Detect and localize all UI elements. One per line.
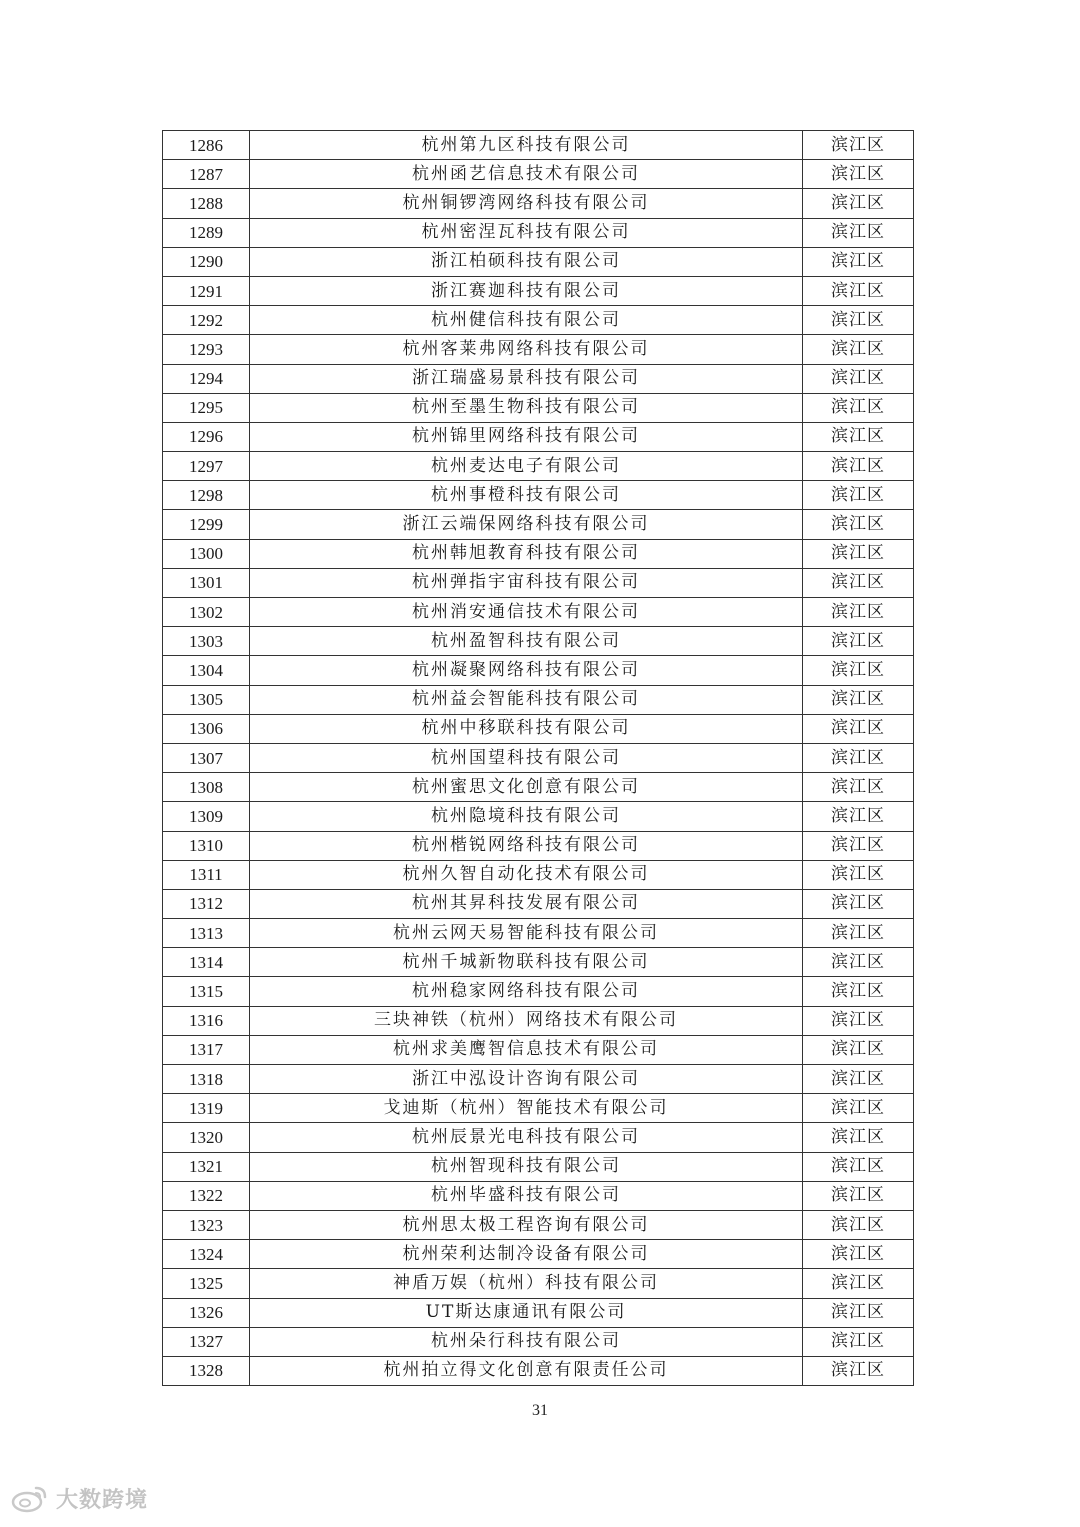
company-name-cell: 杭州消安通信技术有限公司 <box>250 598 803 627</box>
row-number-cell: 1308 <box>163 773 250 802</box>
table-row <box>163 276 914 305</box>
company-name-cell: 杭州至墨生物科技有限公司 <box>250 393 803 422</box>
table-row <box>163 1181 914 1210</box>
company-name-cell: 杭州函艺信息技术有限公司 <box>250 160 803 189</box>
row-number-cell: 1309 <box>163 802 250 831</box>
table-row <box>163 247 914 276</box>
company-name-cell: 杭州健信科技有限公司 <box>250 306 803 335</box>
table-row <box>163 685 914 714</box>
table-row <box>163 1123 914 1152</box>
table-row <box>163 802 914 831</box>
table-row <box>163 889 914 918</box>
table-row <box>163 919 914 948</box>
row-number-cell: 1299 <box>163 510 250 539</box>
row-number-cell: 1317 <box>163 1035 250 1064</box>
district-cell: 滨江区 <box>803 539 914 568</box>
company-name-cell: 杭州韩旭教育科技有限公司 <box>250 539 803 568</box>
table-row <box>163 510 914 539</box>
company-name-cell: 杭州辰景光电科技有限公司 <box>250 1123 803 1152</box>
row-number-cell: 1312 <box>163 889 250 918</box>
table-row <box>163 773 914 802</box>
district-cell: 滨江区 <box>803 685 914 714</box>
table-row <box>163 1356 914 1385</box>
watermark-text: 大数跨境 <box>56 1487 149 1513</box>
company-name-cell: 浙江赛迦科技有限公司 <box>250 276 803 305</box>
district-cell: 滨江区 <box>803 802 914 831</box>
row-number-cell: 1314 <box>163 948 250 977</box>
table-row <box>163 1269 914 1298</box>
row-number-cell: 1300 <box>163 539 250 568</box>
company-name-cell: 三块神铁（杭州）网络技术有限公司 <box>250 1006 803 1035</box>
district-cell: 滨江区 <box>803 1181 914 1210</box>
table-row <box>163 1094 914 1123</box>
table-row <box>163 218 914 247</box>
row-number-cell: 1322 <box>163 1181 250 1210</box>
company-name-cell: 杭州锦里网络科技有限公司 <box>250 422 803 451</box>
row-number-cell: 1296 <box>163 422 250 451</box>
company-name-cell: 杭州稳家网络科技有限公司 <box>250 977 803 1006</box>
district-cell: 滨江区 <box>803 276 914 305</box>
company-name-cell: 杭州弹指宇宙科技有限公司 <box>250 568 803 597</box>
company-name-cell: 杭州事橙科技有限公司 <box>250 481 803 510</box>
row-number-cell: 1326 <box>163 1298 250 1327</box>
row-number-cell: 1303 <box>163 627 250 656</box>
company-name-cell: 杭州铜锣湾网络科技有限公司 <box>250 189 803 218</box>
row-number-cell: 1292 <box>163 306 250 335</box>
row-number-cell: 1328 <box>163 1356 250 1385</box>
table-row <box>163 335 914 364</box>
company-name-cell: 杭州其昇科技发展有限公司 <box>250 889 803 918</box>
district-cell: 滨江区 <box>803 714 914 743</box>
district-cell: 滨江区 <box>803 452 914 481</box>
company-name-cell: 杭州荣利达制冷设备有限公司 <box>250 1240 803 1269</box>
district-cell: 滨江区 <box>803 422 914 451</box>
company-name-cell: 浙江瑞盛易景科技有限公司 <box>250 364 803 393</box>
table-row <box>163 627 914 656</box>
district-cell: 滨江区 <box>803 335 914 364</box>
table-row <box>163 1210 914 1239</box>
row-number-cell: 1315 <box>163 977 250 1006</box>
row-number-cell: 1313 <box>163 919 250 948</box>
company-name-cell: 杭州朵行科技有限公司 <box>250 1327 803 1356</box>
table-row <box>163 539 914 568</box>
district-cell: 滨江区 <box>803 1298 914 1327</box>
district-cell: 滨江区 <box>803 1356 914 1385</box>
district-cell: 滨江区 <box>803 656 914 685</box>
district-cell: 滨江区 <box>803 1210 914 1239</box>
district-cell: 滨江区 <box>803 568 914 597</box>
table-row <box>163 598 914 627</box>
district-cell: 滨江区 <box>803 364 914 393</box>
district-cell: 滨江区 <box>803 1327 914 1356</box>
table-row <box>163 860 914 889</box>
company-name-cell: 杭州麦达电子有限公司 <box>250 452 803 481</box>
district-cell: 滨江区 <box>803 831 914 860</box>
district-cell: 滨江区 <box>803 977 914 1006</box>
row-number-cell: 1293 <box>163 335 250 364</box>
row-number-cell: 1307 <box>163 743 250 772</box>
table-row <box>163 1240 914 1269</box>
company-name-cell: 杭州蜜思文化创意有限公司 <box>250 773 803 802</box>
row-number-cell: 1325 <box>163 1269 250 1298</box>
row-number-cell: 1321 <box>163 1152 250 1181</box>
company-name-cell: 神盾万娱（杭州）科技有限公司 <box>250 1269 803 1298</box>
row-number-cell: 1295 <box>163 393 250 422</box>
district-cell: 滨江区 <box>803 189 914 218</box>
table-row <box>163 452 914 481</box>
row-number-cell: 1301 <box>163 568 250 597</box>
page-number: 31 <box>532 1402 548 1419</box>
district-cell: 滨江区 <box>803 247 914 276</box>
district-cell: 滨江区 <box>803 218 914 247</box>
row-number-cell: 1288 <box>163 189 250 218</box>
row-number-cell: 1304 <box>163 656 250 685</box>
company-name-cell: 杭州凝聚网络科技有限公司 <box>250 656 803 685</box>
table-row <box>163 393 914 422</box>
company-name-cell: 杭州楷锐网络科技有限公司 <box>250 831 803 860</box>
row-number-cell: 1291 <box>163 276 250 305</box>
district-cell: 滨江区 <box>803 306 914 335</box>
row-number-cell: 1305 <box>163 685 250 714</box>
row-number-cell: 1311 <box>163 860 250 889</box>
company-name-cell: 杭州隐境科技有限公司 <box>250 802 803 831</box>
row-number-cell: 1297 <box>163 452 250 481</box>
company-list-table <box>162 130 914 1386</box>
district-cell: 滨江区 <box>803 1094 914 1123</box>
watermark <box>10 1482 148 1514</box>
company-name-cell: 杭州求美鹰智信息技术有限公司 <box>250 1035 803 1064</box>
district-cell: 滨江区 <box>803 393 914 422</box>
table-row <box>163 656 914 685</box>
table-row <box>163 1298 914 1327</box>
district-cell: 滨江区 <box>803 1240 914 1269</box>
row-number-cell: 1319 <box>163 1094 250 1123</box>
company-name-cell: 杭州拍立得文化创意有限责任公司 <box>250 1356 803 1385</box>
company-name-cell: 浙江云端保网络科技有限公司 <box>250 510 803 539</box>
district-cell: 滨江区 <box>803 773 914 802</box>
district-cell: 滨江区 <box>803 1065 914 1094</box>
table-row <box>163 160 914 189</box>
table-row <box>163 1152 914 1181</box>
row-number-cell: 1290 <box>163 247 250 276</box>
table-row <box>163 1327 914 1356</box>
company-name-cell: 浙江中泓设计咨询有限公司 <box>250 1065 803 1094</box>
row-number-cell: 1306 <box>163 714 250 743</box>
table-row <box>163 1035 914 1064</box>
company-name-cell: 杭州客莱弗网络科技有限公司 <box>250 335 803 364</box>
table-row <box>163 422 914 451</box>
district-cell: 滨江区 <box>803 1035 914 1064</box>
table-row <box>163 189 914 218</box>
table-row <box>163 364 914 393</box>
district-cell: 滨江区 <box>803 1269 914 1298</box>
table-row <box>163 977 914 1006</box>
company-name-cell: 杭州云网天易智能科技有限公司 <box>250 919 803 948</box>
district-cell: 滨江区 <box>803 743 914 772</box>
company-name-cell: 杭州中移联科技有限公司 <box>250 714 803 743</box>
table-row <box>163 714 914 743</box>
row-number-cell: 1316 <box>163 1006 250 1035</box>
company-name-cell: UT斯达康通讯有限公司 <box>250 1298 803 1327</box>
row-number-cell: 1318 <box>163 1065 250 1094</box>
district-cell: 滨江区 <box>803 889 914 918</box>
row-number-cell: 1327 <box>163 1327 250 1356</box>
table-row <box>163 481 914 510</box>
row-number-cell: 1324 <box>163 1240 250 1269</box>
table-row <box>163 1065 914 1094</box>
company-list-body <box>163 131 914 1386</box>
row-number-cell: 1320 <box>163 1123 250 1152</box>
row-number-cell: 1287 <box>163 160 250 189</box>
company-name-cell: 杭州第九区科技有限公司 <box>250 131 803 160</box>
company-name-cell: 杭州千城新物联科技有限公司 <box>250 948 803 977</box>
district-cell: 滨江区 <box>803 860 914 889</box>
row-number-cell: 1294 <box>163 364 250 393</box>
district-cell: 滨江区 <box>803 948 914 977</box>
company-name-cell: 杭州思太极工程咨询有限公司 <box>250 1210 803 1239</box>
company-name-cell: 戈迪斯（杭州）智能技术有限公司 <box>250 1094 803 1123</box>
company-name-cell: 杭州智现科技有限公司 <box>250 1152 803 1181</box>
district-cell: 滨江区 <box>803 481 914 510</box>
company-name-cell: 浙江柏硕科技有限公司 <box>250 247 803 276</box>
table-row <box>163 306 914 335</box>
company-name-cell: 杭州久智自动化技术有限公司 <box>250 860 803 889</box>
company-name-cell: 杭州国望科技有限公司 <box>250 743 803 772</box>
row-number-cell: 1310 <box>163 831 250 860</box>
district-cell: 滨江区 <box>803 160 914 189</box>
district-cell: 滨江区 <box>803 1006 914 1035</box>
district-cell: 滨江区 <box>803 627 914 656</box>
company-name-cell: 杭州盈智科技有限公司 <box>250 627 803 656</box>
weibo-logo-icon <box>10 1482 50 1514</box>
district-cell: 滨江区 <box>803 1152 914 1181</box>
district-cell: 滨江区 <box>803 510 914 539</box>
company-name-cell: 杭州益会智能科技有限公司 <box>250 685 803 714</box>
row-number-cell: 1302 <box>163 598 250 627</box>
row-number-cell: 1298 <box>163 481 250 510</box>
row-number-cell: 1289 <box>163 218 250 247</box>
district-cell: 滨江区 <box>803 131 914 160</box>
table-row <box>163 948 914 977</box>
company-name-cell: 杭州毕盛科技有限公司 <box>250 1181 803 1210</box>
table-row <box>163 743 914 772</box>
company-name-cell: 杭州密涅瓦科技有限公司 <box>250 218 803 247</box>
district-cell: 滨江区 <box>803 919 914 948</box>
table-row <box>163 1006 914 1035</box>
table-row <box>163 568 914 597</box>
row-number-cell: 1323 <box>163 1210 250 1239</box>
district-cell: 滨江区 <box>803 1123 914 1152</box>
district-cell: 滨江区 <box>803 598 914 627</box>
table-row <box>163 831 914 860</box>
table-row <box>163 131 914 160</box>
row-number-cell: 1286 <box>163 131 250 160</box>
